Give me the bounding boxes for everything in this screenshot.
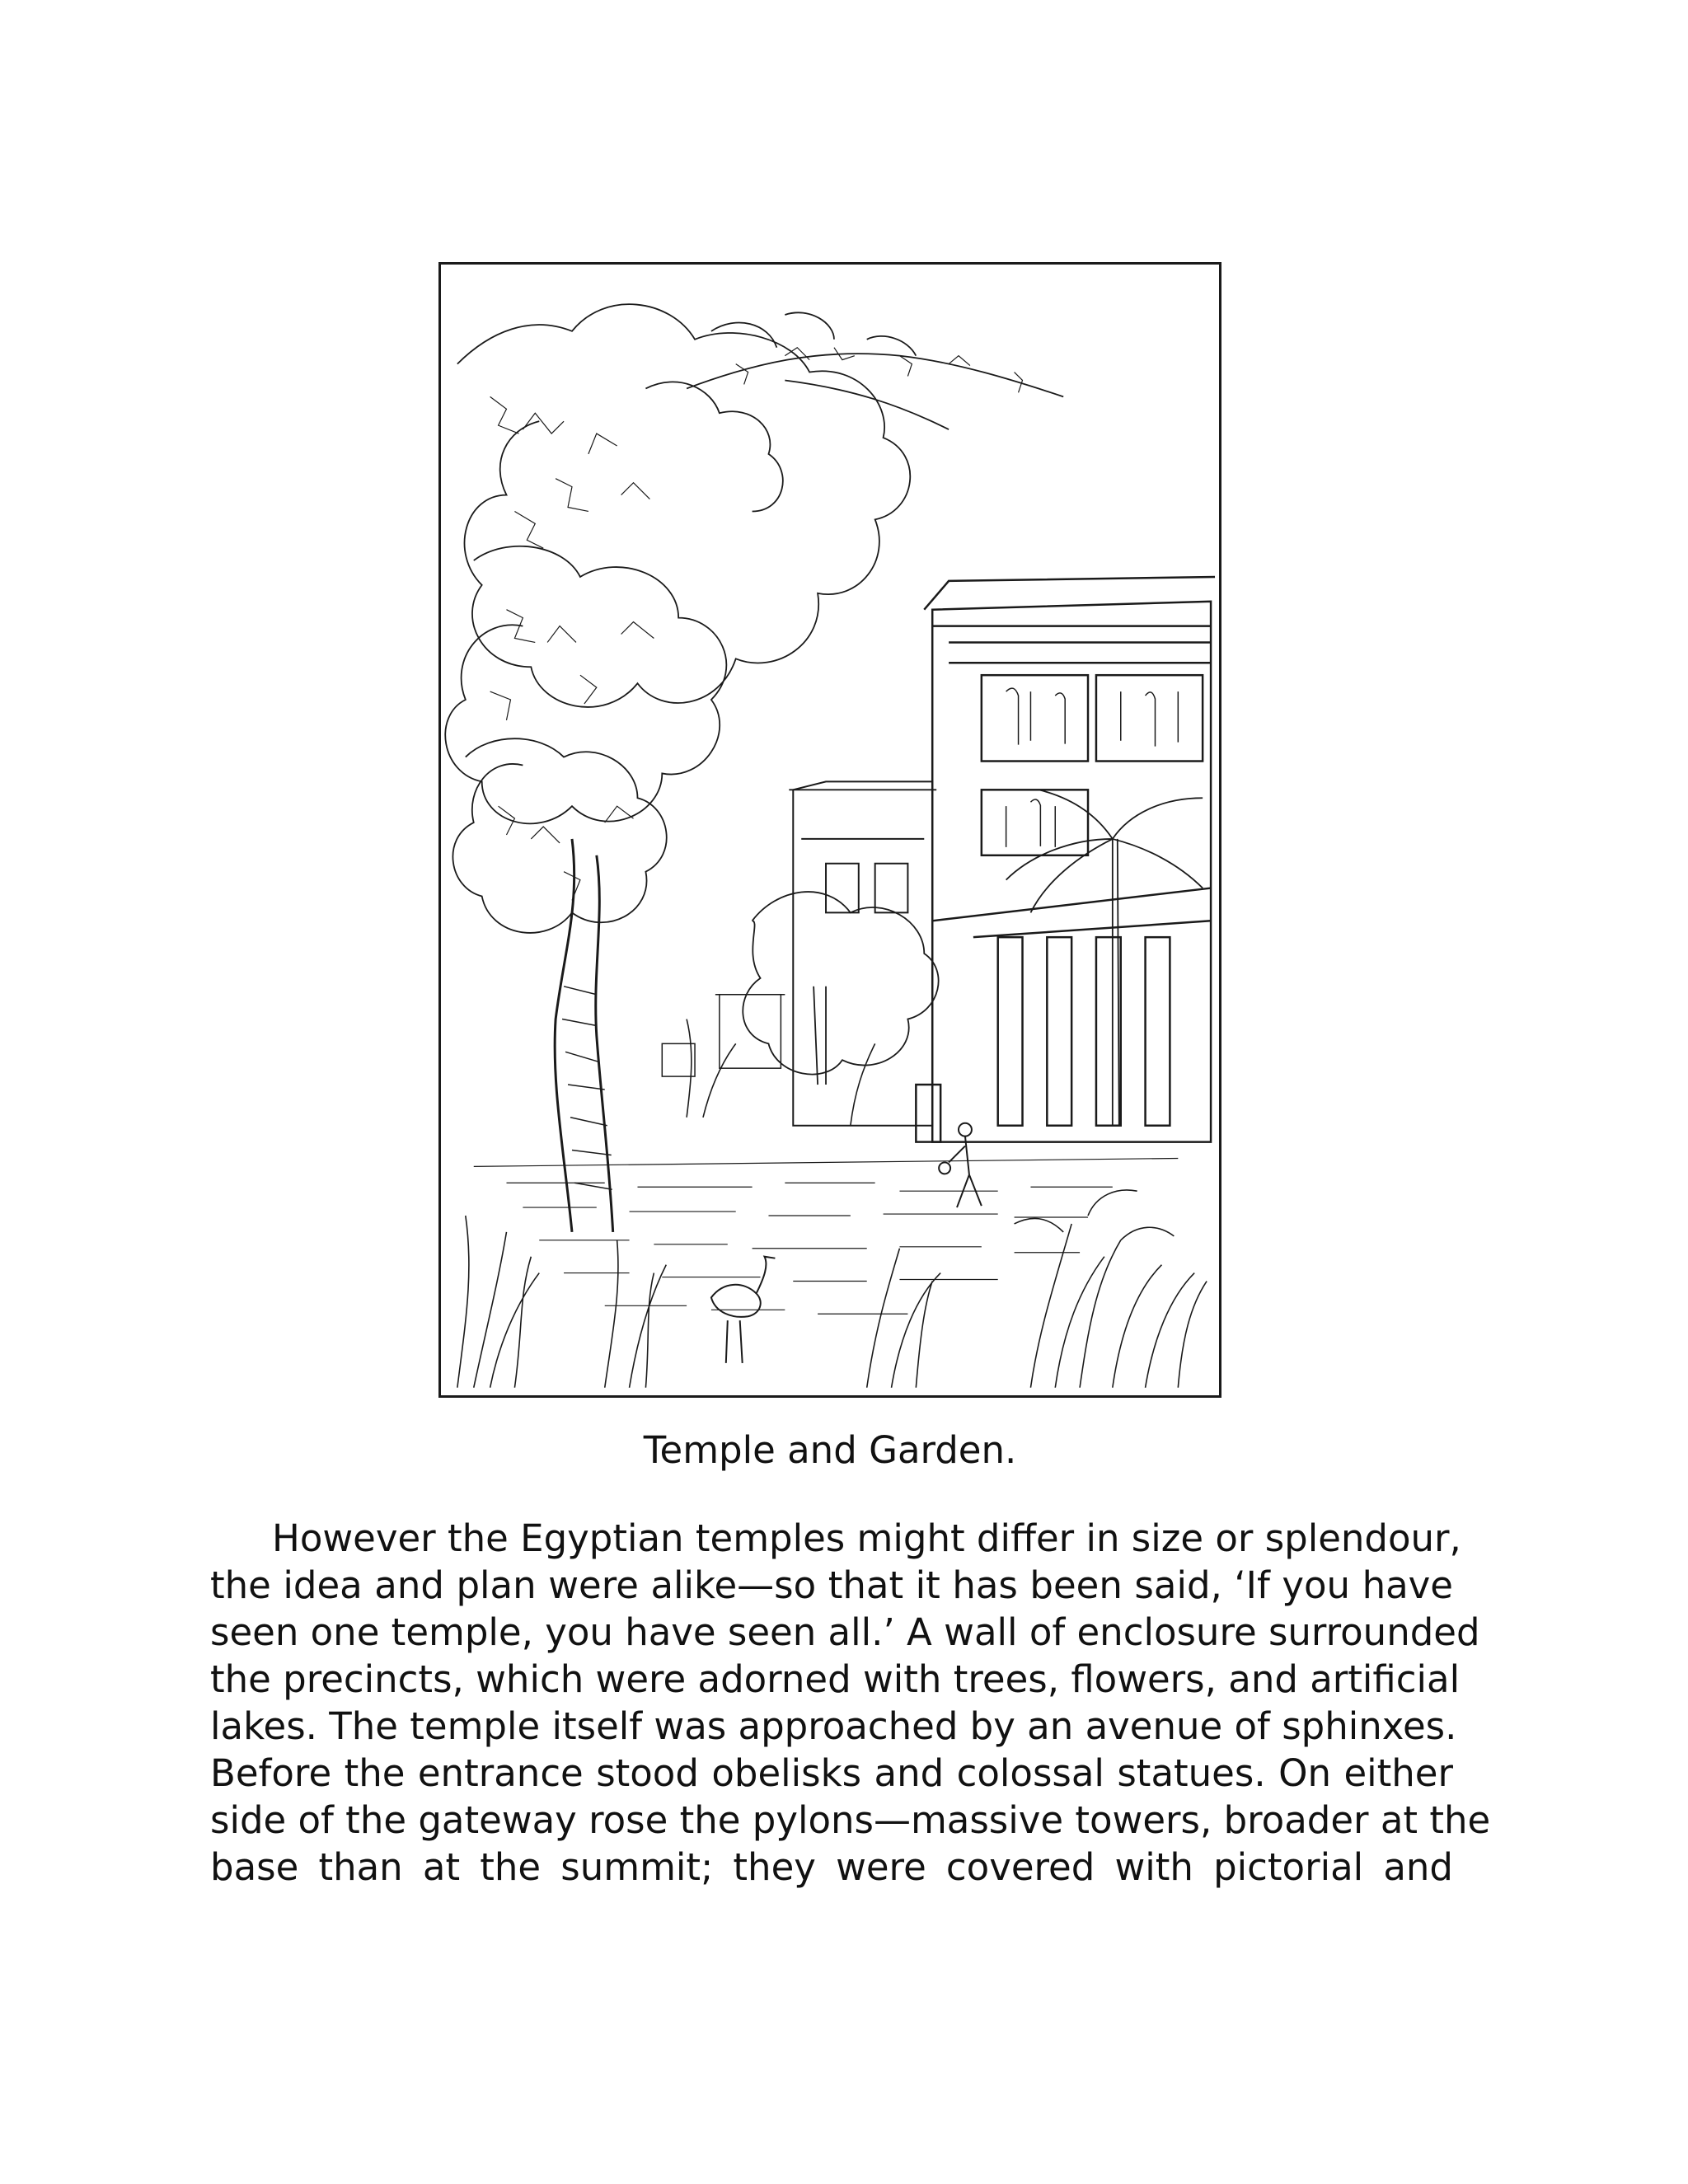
body-paragraph <box>210 1515 1491 1891</box>
paragraph-line: lakes. The temple itself was approached by an avenue of sphinxes. <box>210 1704 1457 1748</box>
gardener-figure <box>939 1123 982 1207</box>
paragraph-line: the idea and plan were alike—so that it has been said, ‘If you have <box>210 1563 1453 1607</box>
paragraph-line: Before the entrance stood obelisks and colossal statues. On either <box>210 1751 1453 1795</box>
palm-trees <box>1006 790 1203 1125</box>
main-pylon <box>916 577 1215 1142</box>
tree-foliage <box>445 304 1063 933</box>
figure-caption: Temple and Garden. <box>643 1428 1017 1472</box>
temple-and-garden-illustration <box>438 262 1221 1398</box>
pond-water <box>474 1158 1179 1314</box>
paragraph-line: the precincts, which were adorned with trees, flowers, and artificial <box>210 1657 1461 1701</box>
paragraph-line: side of the gateway rose the pylons—massive towers, broader at the <box>210 1798 1491 1842</box>
engraving-drawing <box>441 265 1219 1395</box>
paragraph-line: base than at the summit; they were covered with pictorial and <box>210 1845 1453 1889</box>
paragraph-line: seen one temple, you have seen all.’ A wall of enclosure surrounded <box>210 1610 1480 1654</box>
paragraph-line: However the Egyptian temples might differ in size or splendour, <box>272 1516 1461 1560</box>
second-tree <box>743 892 938 1085</box>
tree-trunk <box>555 839 613 1232</box>
